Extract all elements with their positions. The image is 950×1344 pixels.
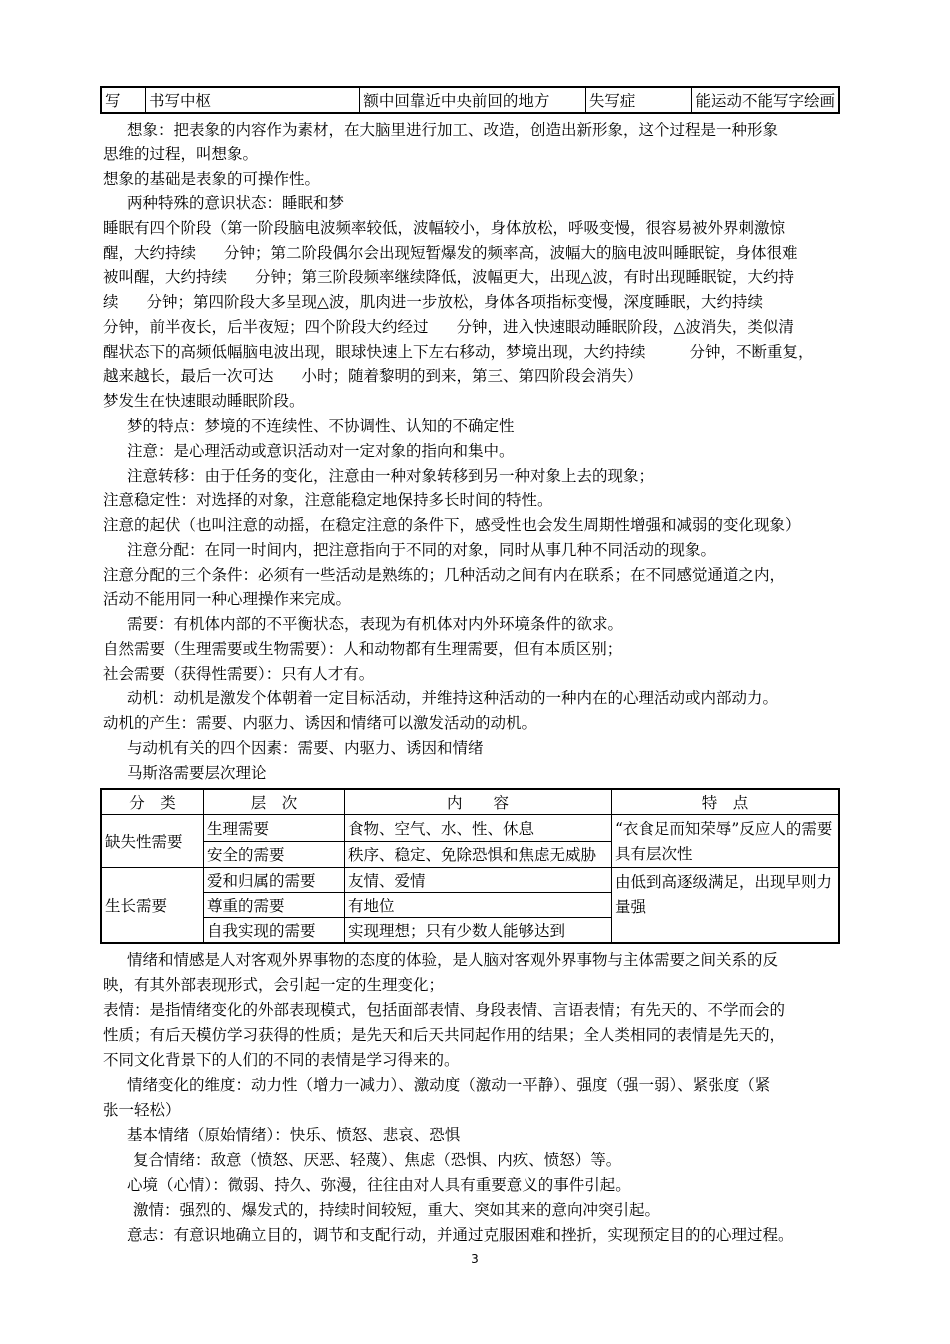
table-cell: 爱和归属的需要 xyxy=(204,868,345,893)
text-span: 被叫醒，大约持续 xyxy=(103,268,228,286)
table-cell: 安全的需要 xyxy=(204,841,345,868)
table-cell: 失写症 xyxy=(585,87,692,113)
table-header: 特 点 xyxy=(612,789,840,815)
table-cell: 有地位 xyxy=(345,893,612,918)
text-span: 分钟；第三阶段频率继续降低，波幅更大，出现△波，有时出现睡眠锭，大约持 xyxy=(255,268,794,286)
paragraph-line: 两种特殊的意识状态：睡眠和梦 xyxy=(127,194,345,212)
text-span: 越来越长，最后一次可达 xyxy=(103,367,274,385)
text-span: 醒状态下的高频低幅脑电波出现，眼球快速上下左右移动，梦境出现，大约持续 xyxy=(103,343,646,361)
paragraph-line: 自然需要（生理需要或生物需要）：人和动物都有生理需要，但有本质区别； xyxy=(103,640,623,658)
table-feature-cell: “衣食足而知荣辱”反应人的需要具有层次性 xyxy=(612,815,840,868)
table-feature-cell: 由低到高逐级满足，出现早则力量强 xyxy=(612,868,840,944)
paragraph-line: 注意稳定性：对选择的对象，注意能稳定地保持多长时间的特性。 xyxy=(103,491,553,509)
table-row xyxy=(101,868,839,893)
paragraph-line: 张一轻松） xyxy=(103,1101,181,1119)
paragraph-line: 基本情绪（原始情绪）：快乐、愤怒、悲哀、恐惧 xyxy=(127,1126,461,1144)
paragraph-line xyxy=(103,340,843,365)
paragraph-line: 动机：动机是激发个体朝着一定目标活动，并维持这种活动的一种内在的心理活动或内部动力。 xyxy=(127,689,779,707)
paragraph-line: 梦发生在快速眼动睡眠阶段。 xyxy=(103,392,305,410)
table-cell: 书写中枢 xyxy=(146,87,360,113)
text-span: 小时；随着黎明的到来，第三、第四阶段会消失） xyxy=(301,367,643,385)
paragraph-line: 映，有其外部表现形式，会引起一定的生理变化； xyxy=(103,976,445,994)
text-span: 分钟；第二阶段偶尔会出现短暂爆发的频率高，波幅大的脑电波叫睡眠锭，身体很难 xyxy=(224,244,798,262)
paragraph-line: 注意转移：由于任务的变化，注意由一种对象转移到另一种对象上去的现象； xyxy=(127,467,655,485)
paragraph-line: 睡眠有四个阶段（第一阶段脑电波频率较低，波幅较小，身体放松，呼吸变慢，很容易被外界刺激惊 xyxy=(103,219,786,237)
paragraph-line: 马斯洛需要层次理论 xyxy=(127,764,267,782)
paragraph-line: 注意分配：在同一时间内，把注意指向于不同的对象，同时从事几种不同活动的现象。 xyxy=(127,541,717,559)
paragraph-line: 社会需要（获得性需要）：只有人才有。 xyxy=(103,665,375,683)
paragraph-line: 注意的起伏（也叫注意的动摇，在稳定注意的条件下，感受性也会发生周期性增强和减弱的变化现象） xyxy=(103,516,801,534)
paragraph-line: 梦的特点：梦境的不连续性、不协调性、认知的不确定性 xyxy=(127,417,515,435)
paragraph-line: 情绪和情感是人对客观外界事物的态度的体验，是人脑对客观外界事物与主体需要之间关系的反 xyxy=(127,951,779,969)
table-cell: 秩序、稳定、免除恐惧和焦虑无威胁 xyxy=(345,841,612,868)
table-row xyxy=(101,87,839,113)
table-group-cell: 缺失性需要 xyxy=(101,815,204,868)
table-cell: 额中回靠近中央前回的地方 xyxy=(360,87,586,113)
text-span: 分钟，前半夜长，后半夜短；四个阶段大约经过 xyxy=(103,318,429,336)
paragraph-line: 复合情绪：敌意（愤怒、厌恶、轻蔑）、焦虑（恐惧、内疚、愤怒）等。 xyxy=(133,1151,622,1169)
table-cell: 能运动不能写字绘画 xyxy=(692,87,839,113)
paragraph-line xyxy=(103,364,843,389)
paragraph-line: 情绪变化的维度：动力性（增力一减力）、激动度（激动一平静）、强度（强一弱）、紧张度（紧 xyxy=(127,1076,771,1094)
paragraph-line: 想象的基础是表象的可操作性。 xyxy=(103,170,321,188)
table-header: 层 次 xyxy=(204,789,345,815)
paragraph-line: 活动不能用同一种心理操作来完成。 xyxy=(103,590,352,608)
paragraph-line: 注意分配的三个条件：必须有一些活动是熟练的；几种活动之间有内在联系；在不同感觉通道之内， xyxy=(103,566,786,584)
text-span: 续 xyxy=(103,293,119,311)
paragraph-line: 心境（心情）：微弱、持久、弥漫，往往由对人具有重要意义的事件引起。 xyxy=(127,1176,631,1194)
paragraph-line: 思维的过程，叫想象。 xyxy=(103,145,259,163)
table-cell: 实现理想；只有少数人能够达到 xyxy=(345,918,612,944)
paragraph-line: 动机的产生：需要、内驱力、诱因和情绪可以激发活动的动机。 xyxy=(103,714,538,732)
text-span: 分钟，不断重复， xyxy=(689,343,814,361)
table-cell: 生理需要 xyxy=(204,815,345,842)
table-header-row xyxy=(101,789,839,815)
paragraph-line: 意志：有意识地确立目的，调节和支配行动，并通过克服困难和挫折，实现预定目的的心理过程。 xyxy=(127,1226,794,1244)
paragraph-line xyxy=(103,241,843,266)
table-cell: 友情、爱情 xyxy=(345,868,612,893)
paragraph-line: 表情：是指情绪变化的外部表现模式，包括面部表情、身段表情、言语表情；有先天的、不学而会的 xyxy=(103,1001,786,1019)
paragraph-line xyxy=(103,265,843,290)
text-span: 醒，大约持续 xyxy=(103,244,197,262)
table-cell: 写 xyxy=(101,87,146,113)
paragraph-line xyxy=(103,290,843,315)
paragraph-line: 想象：把表象的内容作为素材，在大脑里进行加工、改造，创造出新形象，这个过程是一种形象 xyxy=(127,121,779,139)
brain-center-table xyxy=(100,86,840,114)
paragraph-line: 性质；有后天模仿学习获得的性质；是先天和后天共同起作用的结果；全人类相同的表情是先天的， xyxy=(103,1026,786,1044)
page-number: 3 xyxy=(471,1252,479,1266)
paragraph-line xyxy=(103,315,843,340)
table-cell: 尊重的需要 xyxy=(204,893,345,918)
paragraph-line: 与动机有关的四个因素：需要、内驱力、诱因和情绪 xyxy=(127,739,484,757)
paragraph-line: 注意：是心理活动或意识活动对一定对象的指向和集中。 xyxy=(127,442,515,460)
paragraph-line: 需要：有机体内部的不平衡状态，表现为有机体对内外环境条件的欲求。 xyxy=(127,615,624,633)
table-header: 分 类 xyxy=(101,789,204,815)
table-cell: 自我实现的需要 xyxy=(204,918,345,944)
text-span: 分钟，进入快速眼动睡眠阶段，△波消失，类似清 xyxy=(456,318,794,336)
table-header: 内 容 xyxy=(345,789,612,815)
table-group-cell: 生长需要 xyxy=(101,868,204,944)
paragraph-line: 激情：强烈的、爆发式的，持续时间较短，重大、突如其来的意向冲突引起。 xyxy=(133,1201,661,1219)
table-cell: 食物、空气、水、性、休息 xyxy=(345,815,612,842)
maslow-hierarchy-table xyxy=(100,788,840,944)
paragraph-line: 不同文化背景下的人们的不同的表情是学习得来的。 xyxy=(103,1051,460,1069)
text-span: 分钟；第四阶段大多呈现△波，肌肉进一步放松，身体各项指标变慢，深度睡眠，大约持续 xyxy=(146,293,763,311)
table-row xyxy=(101,815,839,842)
